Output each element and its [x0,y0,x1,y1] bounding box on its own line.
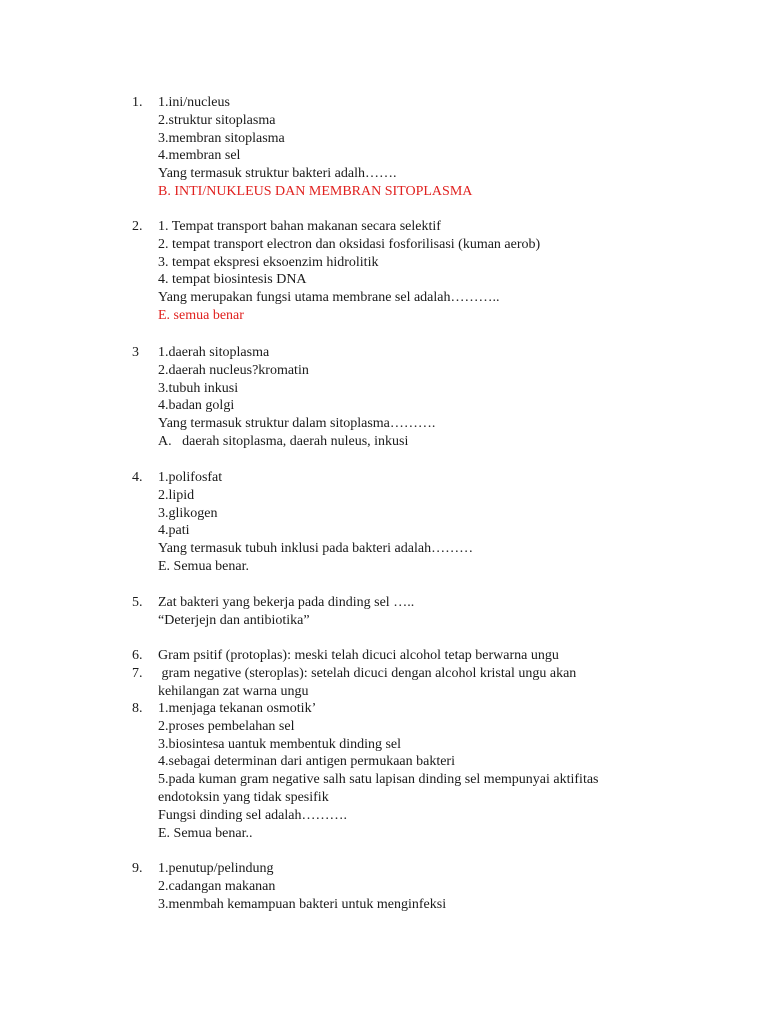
option-line: 3. tempat ekspresi eksoenzim hidrolitik [158,254,379,270]
question-text: Yang termasuk tubuh inklusi pada bakteri adalah……… [158,541,474,557]
question-number: 6. [132,648,143,663]
option-line: 3.tubuh inkusi [158,380,239,396]
option-line: 2.proses pembelahan sel [158,718,295,734]
question-text: Yang termasuk struktur dalam sitoplasma………. [158,416,436,432]
option-line: 3.biosintesa uantuk membentuk dinding sel [158,736,402,752]
option-line: 4.badan golgi [158,398,235,414]
question-number: 1. [132,95,143,110]
option-line: 1.daerah sitoplasma [158,345,270,360]
answer-text: E. semua benar [158,307,244,323]
question-body [158,700,628,842]
option-line: 2.struktur sitoplasma [158,112,276,128]
option-line: 2. tempat transport electron dan oksidasi fosforilisasi (kuman aerob) [158,236,541,252]
option-line: 2.cadangan makanan [158,878,276,894]
question-text: kehilangan zat warna ungu [158,683,309,699]
question-text: gram negative (steroplas): setelah dicuci dengan alcohol kristal ungu akan [158,666,577,681]
question-body [158,344,628,451]
option-line: 4.sebagai determinan dari antigen permukaan bakteri [158,754,455,770]
option-line: 1.polifosfat [158,470,223,485]
answer-text: A. daerah sitoplasma, daerah nuleus, inkusi [158,433,409,449]
option-line: 3.glikogen [158,505,218,521]
question-body [158,94,628,201]
question-number: 4. [132,470,143,485]
option-line: 3.menmbah kemampuan bakteri untuk menginfeksi [158,896,447,912]
question-number: 9. [132,861,143,876]
question-body [158,665,628,701]
option-line: 4.membran sel [158,148,241,164]
answer-text: B. INTI/NUKLEUS DAN MEMBRAN SITOPLASMA [158,183,473,199]
question-text: Fungsi dinding sel adalah………. [158,807,347,823]
answer-text: “Deterjejn dan antibiotika” [158,612,310,628]
option-line: 2.lipid [158,487,195,503]
option-line: 2.daerah nucleus?kromatin [158,362,309,378]
question-text: Gram psitif (protoplas): meski telah dicuci alcohol tetap berwarna ungu [158,648,559,663]
answer-text: E. Semua benar.. [158,825,253,841]
option-line: 1.penutup/pelindung [158,861,274,876]
option-line: 1.ini/nucleus [158,95,230,110]
question-number: 5. [132,595,143,610]
option-line: 5.pada kuman gram negative salh satu lapisan dinding sel mempunyai aktifitas [158,772,599,788]
question-body [158,647,628,665]
answer-text: E. Semua benar. [158,558,249,574]
question-body [158,594,628,630]
option-line: 3.membran sitoplasma [158,130,285,146]
option-line: 4.pati [158,523,190,539]
question-body [158,860,628,913]
question-text: Yang termasuk struktur bakteri adalh……. [158,166,397,182]
question-number: 2. [132,219,143,234]
option-line: 1.menjaga tekanan osmotik’ [158,701,317,716]
option-line: 4. tempat biosintesis DNA [158,272,307,288]
question-text: Zat bakteri yang bekerja pada dinding sel ….. [158,595,415,610]
question-text: Yang merupakan fungsi utama membrane sel adalah……….. [158,290,500,306]
question-number: 7. [132,666,143,681]
option-line: endotoksin yang tidak spesifik [158,789,329,805]
question-body [158,469,628,576]
question-number: 8. [132,701,143,716]
question-number: 3 [132,345,139,360]
question-body [158,218,628,325]
option-line: 1. Tempat transport bahan makanan secara selektif [158,219,441,234]
